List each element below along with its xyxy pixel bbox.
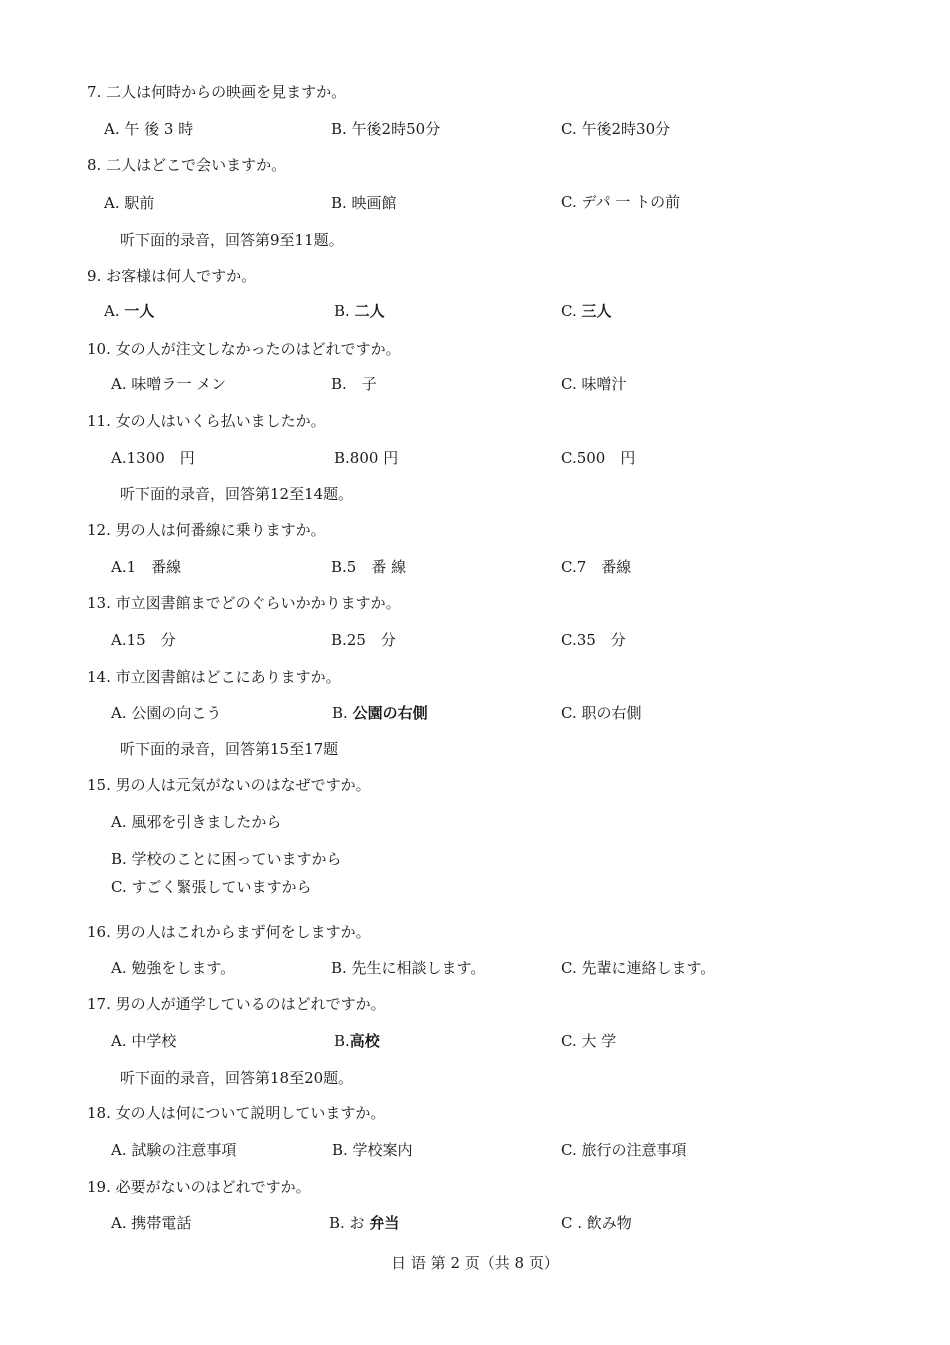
- q9-option-a-text: 一人: [124, 302, 155, 320]
- q11-option-c: C.500 円: [561, 449, 636, 467]
- section-instruction-1: 听下面的录音，回答第9至11题。: [120, 231, 344, 249]
- question-19: 19. 必要がないのはどれですか。: [87, 1178, 311, 1196]
- section-instruction-2: 听下面的录音，回答第12至14题。: [120, 485, 354, 503]
- q18-option-a: A. 試験の注意事項: [111, 1141, 237, 1159]
- q9-option-c-prefix: C.: [561, 302, 577, 320]
- q8-option-c: C. デパ 一 トの前: [561, 193, 681, 211]
- q16-option-b: B. 先生に相談します。: [331, 959, 486, 977]
- question-13: 13. 市立図書館までどのぐらいかかりますか。: [87, 594, 401, 612]
- q19-option-a: A. 携帯電話: [111, 1214, 192, 1232]
- question-15: 15. 男の人は元気がないのはなぜですか。: [87, 776, 371, 794]
- q17-option-c: C. 大 学: [561, 1032, 617, 1050]
- question-12: 12. 男の人は何番線に乗りますか。: [87, 521, 326, 539]
- question-17: 17. 男の人が通学しているのはどれですか。: [87, 995, 386, 1013]
- q18-option-b: B. 学校案内: [332, 1141, 413, 1159]
- q14-option-c: C. 职の右側: [561, 704, 642, 722]
- q14-option-b: [332, 703, 428, 723]
- q16-option-a: A. 勉強をします。: [111, 959, 236, 977]
- q10-option-c: C. 味噌汁: [561, 375, 627, 393]
- q11-option-a: A.1300 円: [111, 449, 195, 467]
- question-7: 7. 二人は何時からの映画を見ますか。: [87, 83, 347, 101]
- q19-option-b-text: 弁当: [369, 1214, 400, 1232]
- q13-option-c: C.35 分: [561, 631, 626, 649]
- q7-option-b: B. 午後2時50分: [331, 120, 441, 138]
- q7-option-a: A. 午 後 3 時: [104, 120, 194, 138]
- q11-option-b: B.800 円: [334, 449, 399, 467]
- q19-option-c: C . 飲み物: [561, 1214, 632, 1232]
- question-9: 9. お客様は何人ですか。: [87, 267, 257, 285]
- q13-option-b: B.25 分: [331, 631, 396, 649]
- q9-option-c: [561, 301, 612, 321]
- q8-option-a: A. 駅前: [104, 194, 155, 212]
- q17-option-a: A. 中学校: [111, 1032, 177, 1050]
- q10-option-b: B. 子: [331, 375, 377, 393]
- q9-option-a-prefix: A.: [104, 302, 120, 320]
- question-16: 16. 男の人はこれからまず何をしますか。: [87, 923, 371, 941]
- q14-option-a: A. 公園の向こう: [111, 704, 222, 722]
- q13-option-a: A.15 分: [111, 631, 176, 649]
- q9-option-b-text: 二人: [354, 302, 385, 320]
- q12-option-c: C.7 番線: [561, 558, 632, 576]
- q14-option-b-prefix: B.: [332, 704, 348, 722]
- q9-option-a: [104, 301, 154, 321]
- q7-option-c: C. 午後2時30分: [561, 120, 671, 138]
- section-instruction-3: 听下面的录音，回答第15至17题: [120, 740, 339, 758]
- page-footer: 日 语 第 2 页（共 8 页）: [391, 1254, 559, 1272]
- q15-option-b: B. 学校のことに困っていますから: [111, 850, 342, 868]
- q10-option-a: A. 味噌ラ一 メン: [111, 375, 227, 393]
- q18-option-c: C. 旅行の注意事項: [561, 1141, 687, 1159]
- q19-option-b: [329, 1213, 399, 1233]
- question-10: 10. 女の人が注文しなかったのはどれですか。: [87, 340, 401, 358]
- question-8: 8. 二人はどこで会いますか。: [87, 156, 287, 174]
- q17-option-b-prefix: B.: [334, 1032, 350, 1050]
- q17-option-b-text: 高校: [349, 1032, 380, 1050]
- q8-option-b: B. 映画館: [331, 194, 397, 212]
- q15-option-c: C. すごく緊張していますから: [111, 878, 312, 896]
- q19-option-b-prefix: B. お: [329, 1214, 365, 1232]
- section-instruction-4: 听下面的录音，回答第18至20题。: [120, 1069, 354, 1087]
- q9-option-b-prefix: B.: [334, 302, 350, 320]
- q12-option-a: A.1 番線: [111, 558, 182, 576]
- q9-option-b: [334, 301, 385, 321]
- question-18: 18. 女の人は何について説明していますか。: [87, 1104, 386, 1122]
- q12-option-b: B.5 番 線: [331, 558, 407, 576]
- question-11: 11. 女の人はいくら払いましたか。: [87, 412, 326, 430]
- q15-option-a: A. 風邪を引きましたから: [111, 813, 282, 831]
- q17-option-b: [334, 1031, 380, 1051]
- q16-option-c: C. 先輩に連絡します。: [561, 959, 716, 977]
- q14-option-b-text: 公園の右側: [352, 704, 428, 722]
- question-14: 14. 市立図書館はどこにありますか。: [87, 668, 341, 686]
- q9-option-c-text: 三人: [581, 302, 612, 320]
